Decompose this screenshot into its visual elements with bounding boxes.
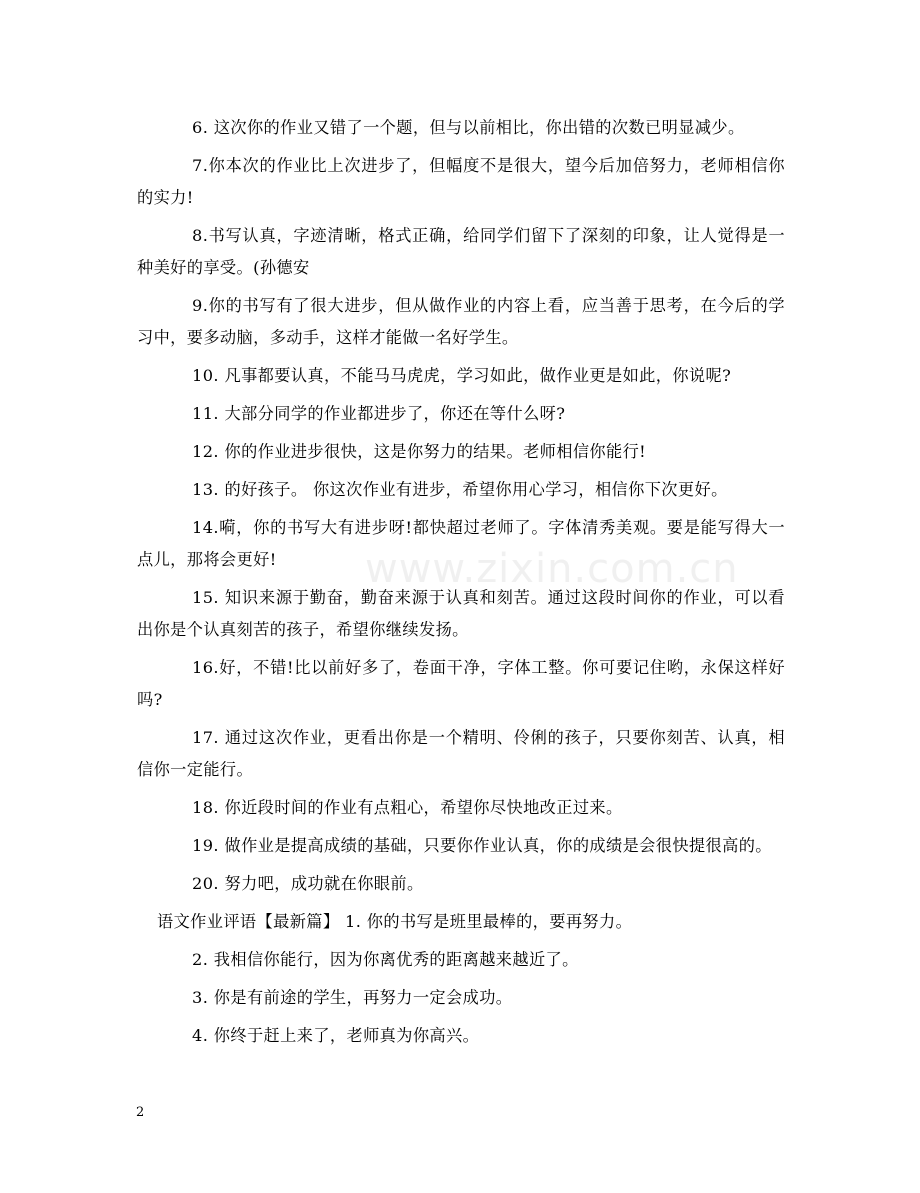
paragraph-20: 20. 努力吧，成功就在你眼前。 xyxy=(192,874,424,893)
paragraph-15: 15. 知识来源于勤奋，勤奋来源于认真和刻苦。通过这段时间你的作业，可以看出你是个认真刻苦的孩子，希望你继续发扬。 xyxy=(137,588,785,639)
paragraph-8: 8.书写认真，字迹清晰，格式正确，给同学们留下了深刻的印象，让人觉得是一种美好的享受。(孙德安 xyxy=(137,226,785,277)
paragraph-16: 16.好，不错!比以前好多了，卷面干净，字体工整。你可要记住哟，永保这样好吗? xyxy=(137,658,785,709)
section-heading-line: 语文作业评语【最新篇】 1. 你的书写是班里最棒的，要再努力。 xyxy=(157,912,633,931)
paragraph-10: 10. 凡事都要认真，不能马马虎虎，学习如此，做作业更是如此，你说呢? xyxy=(192,366,732,385)
paragraph-19: 19. 做作业是提高成绩的基础，只要你作业认真，你的成绩是会很快提很高的。 xyxy=(192,836,772,855)
paragraph-new-4: 4. 你终于赶上来了，老师真为你高兴。 xyxy=(192,1026,480,1045)
paragraph-12: 12. 你的作业进步很快，这是你努力的结果。老师相信你能行! xyxy=(192,442,647,461)
paragraph-new-3: 3. 你是有前途的学生，再努力一定会成功。 xyxy=(192,988,513,1007)
paragraph-14: 14.嗬，你的书写大有进步呀!都快超过老师了。字体清秀美观。要是能写得大一点儿，那将会更好! xyxy=(137,518,785,569)
paragraph-18: 18. 你近段时间的作业有点粗心，希望你尽快地改正过来。 xyxy=(192,798,623,817)
paragraph-9: 9.你的书写有了很大进步，但从做作业的内容上看，应当善于思考，在今后的学习中，要多动脑，多动手，这样才能做一名好学生。 xyxy=(137,296,785,347)
paragraph-6: 6. 这次你的作业又错了一个题，但与以前相比，你出错的次数已明显减少。 xyxy=(192,118,745,137)
paragraph-11: 11. 大部分同学的作业都进步了，你还在等什么呀? xyxy=(192,404,566,423)
watermark: www.zixin.com.cn xyxy=(365,546,739,592)
paragraph-7: 7.你本次的作业比上次进步了，但幅度不是很大，望今后加倍努力，老师相信你的实力! xyxy=(137,156,785,207)
paragraph-13: 13. 的好孩子。 你这次作业有进步，希望你用心学习，相信你下次更好。 xyxy=(192,480,728,499)
paragraph-new-2: 2. 我相信你能行，因为你离优秀的距离越来越近了。 xyxy=(192,950,579,969)
paragraph-17: 17. 通过这次作业，更看出你是一个精明、伶俐的孩子，只要你刻苦、认真，相信你一定能行。 xyxy=(137,728,785,779)
page-number: 2 xyxy=(136,1105,145,1120)
